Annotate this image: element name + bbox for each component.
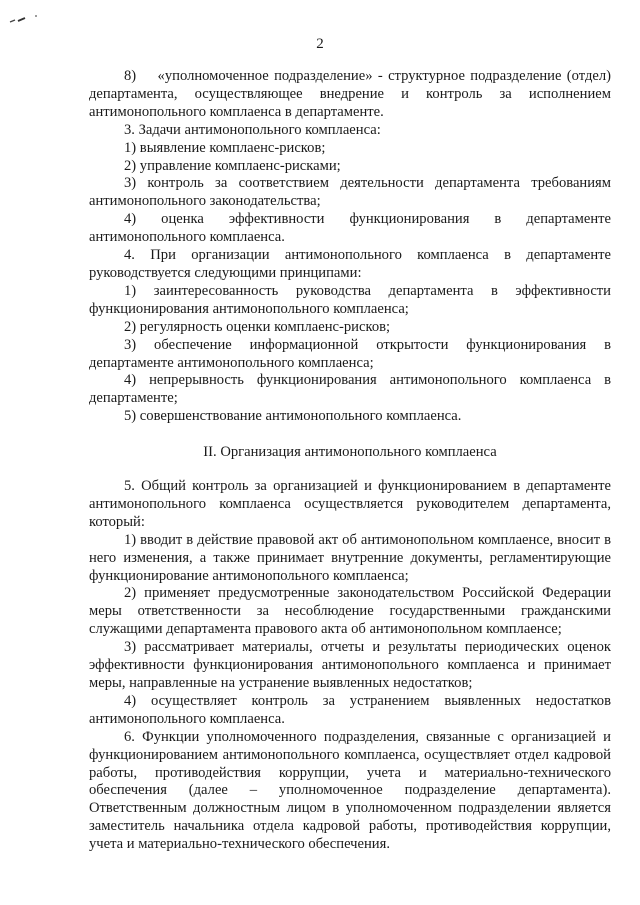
list-item: 4) непрерывность функционирования антимонопольного комплаенса в департаменте; xyxy=(89,372,611,407)
document-body xyxy=(89,68,611,854)
list-item: 2) управление комплаенс-рисками; xyxy=(124,157,341,174)
scan-mark-icon xyxy=(6,10,46,30)
list-item: 3) рассматривает материалы, отчеты и результаты периодических оценок эффективности функционирования антимонопольного комплаенса и принимает меры, направленные на устранение выявленных недостатков; xyxy=(89,639,611,691)
section-heading: II. Организация антимонопольного комплаенса xyxy=(203,444,497,461)
list-item: 4) оценка эффективности функционирования в департаменте антимонопольного комплаенса. xyxy=(89,211,611,246)
list-item: 5) совершенствование антимонопольного комплаенса. xyxy=(124,408,462,425)
list-item: 4) осуществляет контроль за устранением выявленных недостатков антимонопольного комплаенса. xyxy=(89,692,611,727)
paragraph-item-8: 8) «уполномоченное подразделение» - структурное подразделение (отдел) департамента, осуществляющее внедрение и контроль за исполнением антимонопольного комплаенса в департаменте. xyxy=(89,68,611,120)
list-item: 3) обеспечение информационной открытости функционирования в департаменте антимонопольного комплаенса; xyxy=(89,336,611,371)
list-item: 1) выявление комплаенс-рисков; xyxy=(124,139,326,156)
paragraph-section-6: 6. Функции уполномоченного подразделения, связанные с организацией и функционированием антимонопольного комплаенса, осуществляет отдел кадровой работы, противодействия коррупции, учета и материально-технического обеспечения (далее – уполномоченное подразделение департамента). Ответственным должностным лицом в уполномоченном подразделении является заместитель начальника отдела кадровой работы, противодействия коррупции, учета и материально-технического обеспечения. xyxy=(89,728,611,853)
page-number: 2 xyxy=(316,36,324,52)
list-item: 1) заинтересованность руководства департамента в эффективности функционирования антимонопольного комплаенса; xyxy=(89,282,611,317)
list-item: 2) регулярность оценки комплаенс-рисков; xyxy=(124,318,391,335)
paragraph-section-4: 4. При организации антимонопольного комплаенса в департаменте руководствуется следующими принципами: xyxy=(89,247,611,281)
paragraph-section-5: 5. Общий контроль за организацией и функционированием в департаменте антимонопольного комплаенса осуществляется руководителем департамента, который: xyxy=(89,478,611,530)
list-item: 2) применяет предусмотренные законодательством Российской Федерации меры ответственности за несоблюдение государственными гражданскими служащими департамента правового акта об антимонопольном комплаенсе; xyxy=(89,585,611,638)
list-item: 3) контроль за соответствием деятельности департамента требованиям антимонопольного законодательства; xyxy=(89,175,611,210)
paragraph-section-3: 3. Задачи антимонопольного комплаенса: xyxy=(124,121,381,138)
list-item: 1) вводит в действие правовой акт об антимонопольном комплаенсе, вносит в него изменения, а также принимает внутренние документы, регламентирующие функционирование антимонопольного комплаенса; xyxy=(89,531,611,584)
